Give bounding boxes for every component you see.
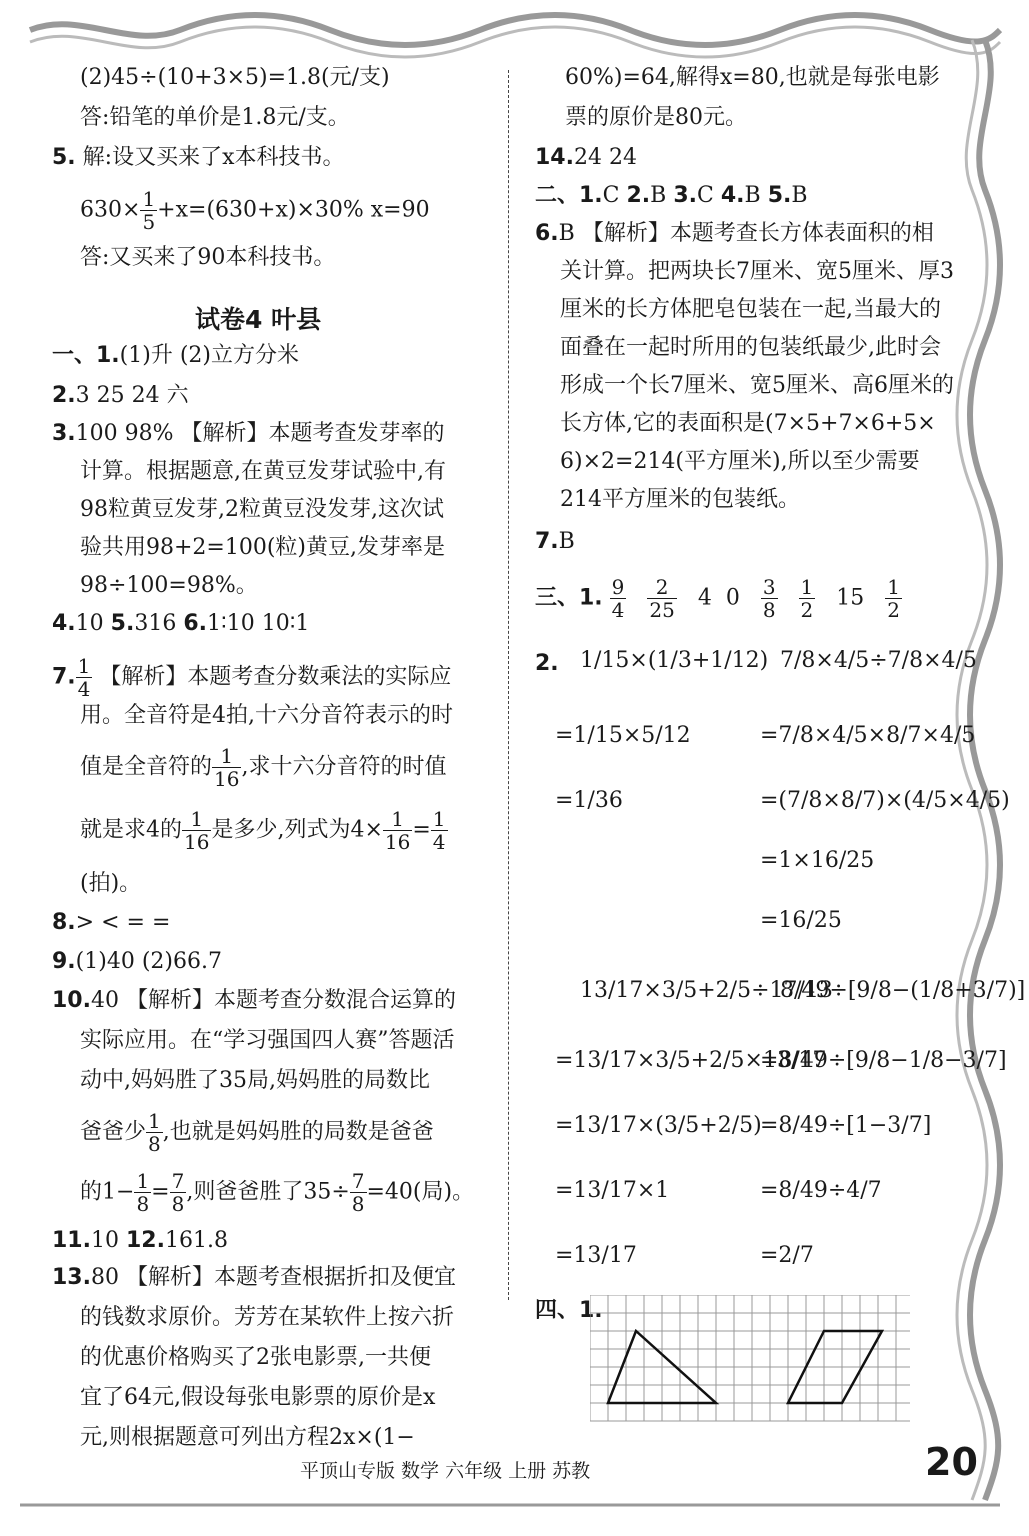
equation-part: 630× [80,197,141,223]
answer-text: 形成一个长7厘米、宽5厘米、高6厘米的 [560,373,954,398]
answer-text: 元,则根据题意可列出方程2x×(1− [80,1425,415,1450]
calc-step: 8/49÷[9/8−(1/8+3/7)] [780,978,1026,1003]
section-1 [52,340,299,372]
answer-text: 动中,妈妈胜了35局,妈妈胜的局数比 [80,1068,430,1093]
answer-line: 答:铅笔的单价是1.8元/支。 [80,105,350,130]
answer-text: B 【解析】本题考查长方体表面积的相 [558,221,934,246]
question-number: 7. [52,664,76,690]
footer: 平顶山专版 数学 六年级 上册 苏教 [300,1460,591,1482]
fraction: $\frac{1}{16}$ [184,807,210,854]
answer-text: 6)×2=214(平方厘米),所以至少需要 [560,449,920,474]
section-label: 四、1. [535,1298,603,1323]
question-number: 11. [52,1228,91,1253]
answer-text: B [558,529,575,554]
question-number: 3. [52,421,76,446]
fraction: $\frac{1}{16}$ [384,807,411,854]
answer-text: (1)升 (2)立方分米 [119,343,299,368]
calc-step: =8/49÷4/7 [760,1178,882,1203]
question-3 [52,418,445,450]
question-9 [52,946,222,978]
calc-step: 1/15×(1/3+1/12) [580,648,769,673]
answer-text: (1)40 (2)66.7 [75,949,222,974]
fraction: $\frac{3}{8}$ [762,575,776,622]
fraction: $\frac{7}{8}$ [351,1169,365,1216]
question-14 [535,142,637,174]
calc-step: =1×16/25 [760,848,875,873]
answer-text: 3 25 24 六 [75,383,189,408]
answer-text: 24 24 [573,145,637,170]
answer-text: 98÷100=98%。 [80,573,258,598]
section-3: 三、1. $\frac{9}{4}$ $\frac{2}{25}$ 4 0 $\frac{3}{8}$ $\frac{1}{2}$ 15 $\frac{1}{2}$ [535,575,900,622]
question-2 [52,380,189,412]
calc-step: =8/49÷[1−3/7] [760,1113,932,1138]
section-2: 二、1.C 2.B 3.C 4.B 5.B [535,183,808,208]
question-4-6 [52,608,309,640]
fraction: $\frac{1}{4}$ [77,654,91,701]
page-number: 20 [925,1440,978,1484]
column-divider [508,70,509,1300]
calc-step: =1/36 [555,788,623,813]
fraction: $\frac{1}{8}$ [136,1169,150,1216]
question-6 [535,218,934,250]
question-number: 8. [52,910,76,935]
question-number: 14. [535,145,574,170]
equation-line [80,188,430,233]
question-8 [52,907,170,939]
calc-step: 7/8×4/5÷7/8×4/5 [780,648,977,673]
answer-text: 10 [90,1228,126,1253]
answer-text: 用。全音符是4拍,十六分音符表示的时 [80,703,453,728]
question-number: 9. [52,949,76,974]
question-number: 6. [535,221,559,246]
drawing-grid [590,1295,910,1425]
answer-text: 验共用98+2=100(粒)黄豆,发芽率是 [80,535,446,560]
answer-text: 的1− $\frac{1}{8}$ = $\frac{7}{8}$ ,则爸爸胜了35÷ $\frac{7}{8}$ =40(局)。 [80,1169,475,1216]
question-number: 6. [183,611,207,636]
answer-text: 长方体,它的表面积是(7×5+7×6+5× [560,411,936,436]
answer-text: 爸爸少 $\frac{1}{8}$ ,也就是妈妈胜的局数是爸爸 [80,1109,434,1156]
calc-step: =13/17 [555,1243,637,1268]
answer-text: 316 [134,611,184,636]
question-number: 2. [535,651,559,676]
question-5 [52,142,345,174]
answer-text: 【解析】本题考查分数乘法的实际应 [92,664,452,690]
calc-step: =16/25 [760,908,842,933]
answer-text: 就是求4的 $\frac{1}{16}$ 是多少,列式为4× $\frac{1}{16}$ = $\frac{1}{4}$ [80,807,446,854]
question-number: 12. [125,1228,165,1253]
fraction: $\frac{1}{2}$ [800,575,814,622]
answer-text: 计算。根据题意,在黄豆发芽试验中,有 [80,459,446,484]
answer-text: 10 [75,611,111,636]
question-number: 5. [52,145,76,170]
answer-text: 100 98% 【解析】本题考查发芽率的 [75,421,445,446]
calc-step: =1/15×5/12 [555,723,691,748]
question-7 [535,526,575,558]
calc-step: 13/17×3/5+2/5÷17/13 [580,978,833,1003]
calc-step: =8/49÷[9/8−1/8−3/7] [760,1048,1007,1073]
fraction: $\frac{1}{2}$ [887,575,900,622]
calc-step: =7/8×4/5×8/7×4/5 [760,723,976,748]
fraction: $\frac{1}{16}$ [214,744,240,791]
section-title: 试卷4 叶县 [195,305,322,334]
answer-text: 98粒黄豆发芽,2粒黄豆没发芽,这次试 [80,497,444,522]
answer-text: 60%)=64,解得x=80,也就是每张电影 [565,65,940,90]
answer-text: 40 【解析】本题考查分数混合运算的 [90,988,456,1013]
equation-part: +x=(630+x)×30% x=90 [157,197,430,223]
section-label: 二、1. [535,183,603,208]
answer-text: 的优惠价格购买了2张电影票,一共便 [80,1345,431,1370]
question-number: 7. [535,529,559,554]
calc-step: =13/17×(3/5+2/5) [555,1113,762,1138]
answer-text: 关计算。把两块长7厘米、宽5厘米、厚3 [560,259,954,284]
answer-text: 214平方厘米的包装纸。 [560,487,800,512]
answer-text: 实际应用。在“学习强国四人赛”答题活 [80,1028,455,1053]
calc-step: =2/7 [760,1243,814,1268]
fraction: $\frac{1}{4}$ [432,807,446,854]
answer-text: 的钱数求原价。芳芳在某软件上按六折 [80,1305,455,1330]
answer-text: 厘米的长方体肥皂包装在一起,当最大的 [560,297,941,322]
answer-text: 面叠在一起时所用的包装纸最少,此时会 [560,335,941,360]
question-number: 13. [52,1265,91,1290]
answer-text: (拍)。 [80,871,142,896]
answer-text: 宜了64元,假设每张电影票的原价是x [80,1385,436,1410]
calc-step: =(7/8×8/7)×(4/5×4/5) [760,788,1010,813]
fraction: $\frac{2}{25}$ [649,575,675,622]
fraction: $\frac{7}{8}$ [171,1169,185,1216]
section-label: 三、1. [535,585,603,611]
answer-text: 值是全音符的 $\frac{1}{16}$ ,求十六分音符的时值 [80,744,447,791]
calc-step: =13/17×3/5+2/5×13/17 [555,1048,827,1073]
question-number: 5. [110,611,135,636]
answer-text: 解:设又买来了x本科技书。 [82,145,345,170]
question-number: 4. [52,611,76,636]
fraction: $\frac{9}{4}$ [611,575,625,622]
fraction: $\frac{1}{8}$ [148,1109,161,1156]
answer-text: > < = = [75,910,171,935]
question-11-12 [52,1225,228,1257]
answer-text: 票的原价是80元。 [565,105,747,130]
fraction: $\frac{1}{5}$ [142,187,156,234]
calc-step: =13/17×1 [555,1178,670,1203]
question-13 [52,1262,456,1294]
answer-text: 161.8 [164,1228,228,1253]
question-number: 2. [52,383,76,408]
answer-text: 80 【解析】本题考查根据折扣及便宜 [90,1265,456,1290]
answer-text: 1∶10 10∶1 [207,611,310,636]
question-10 [52,985,456,1017]
section-label: 一、1. [52,343,120,368]
answer-line: (2)45÷(10+3×5)=1.8(元/支) [80,65,390,90]
answer-line: 答:又买来了90本科技书。 [80,245,336,270]
question-number: 10. [52,988,91,1013]
question-7 [52,655,451,700]
